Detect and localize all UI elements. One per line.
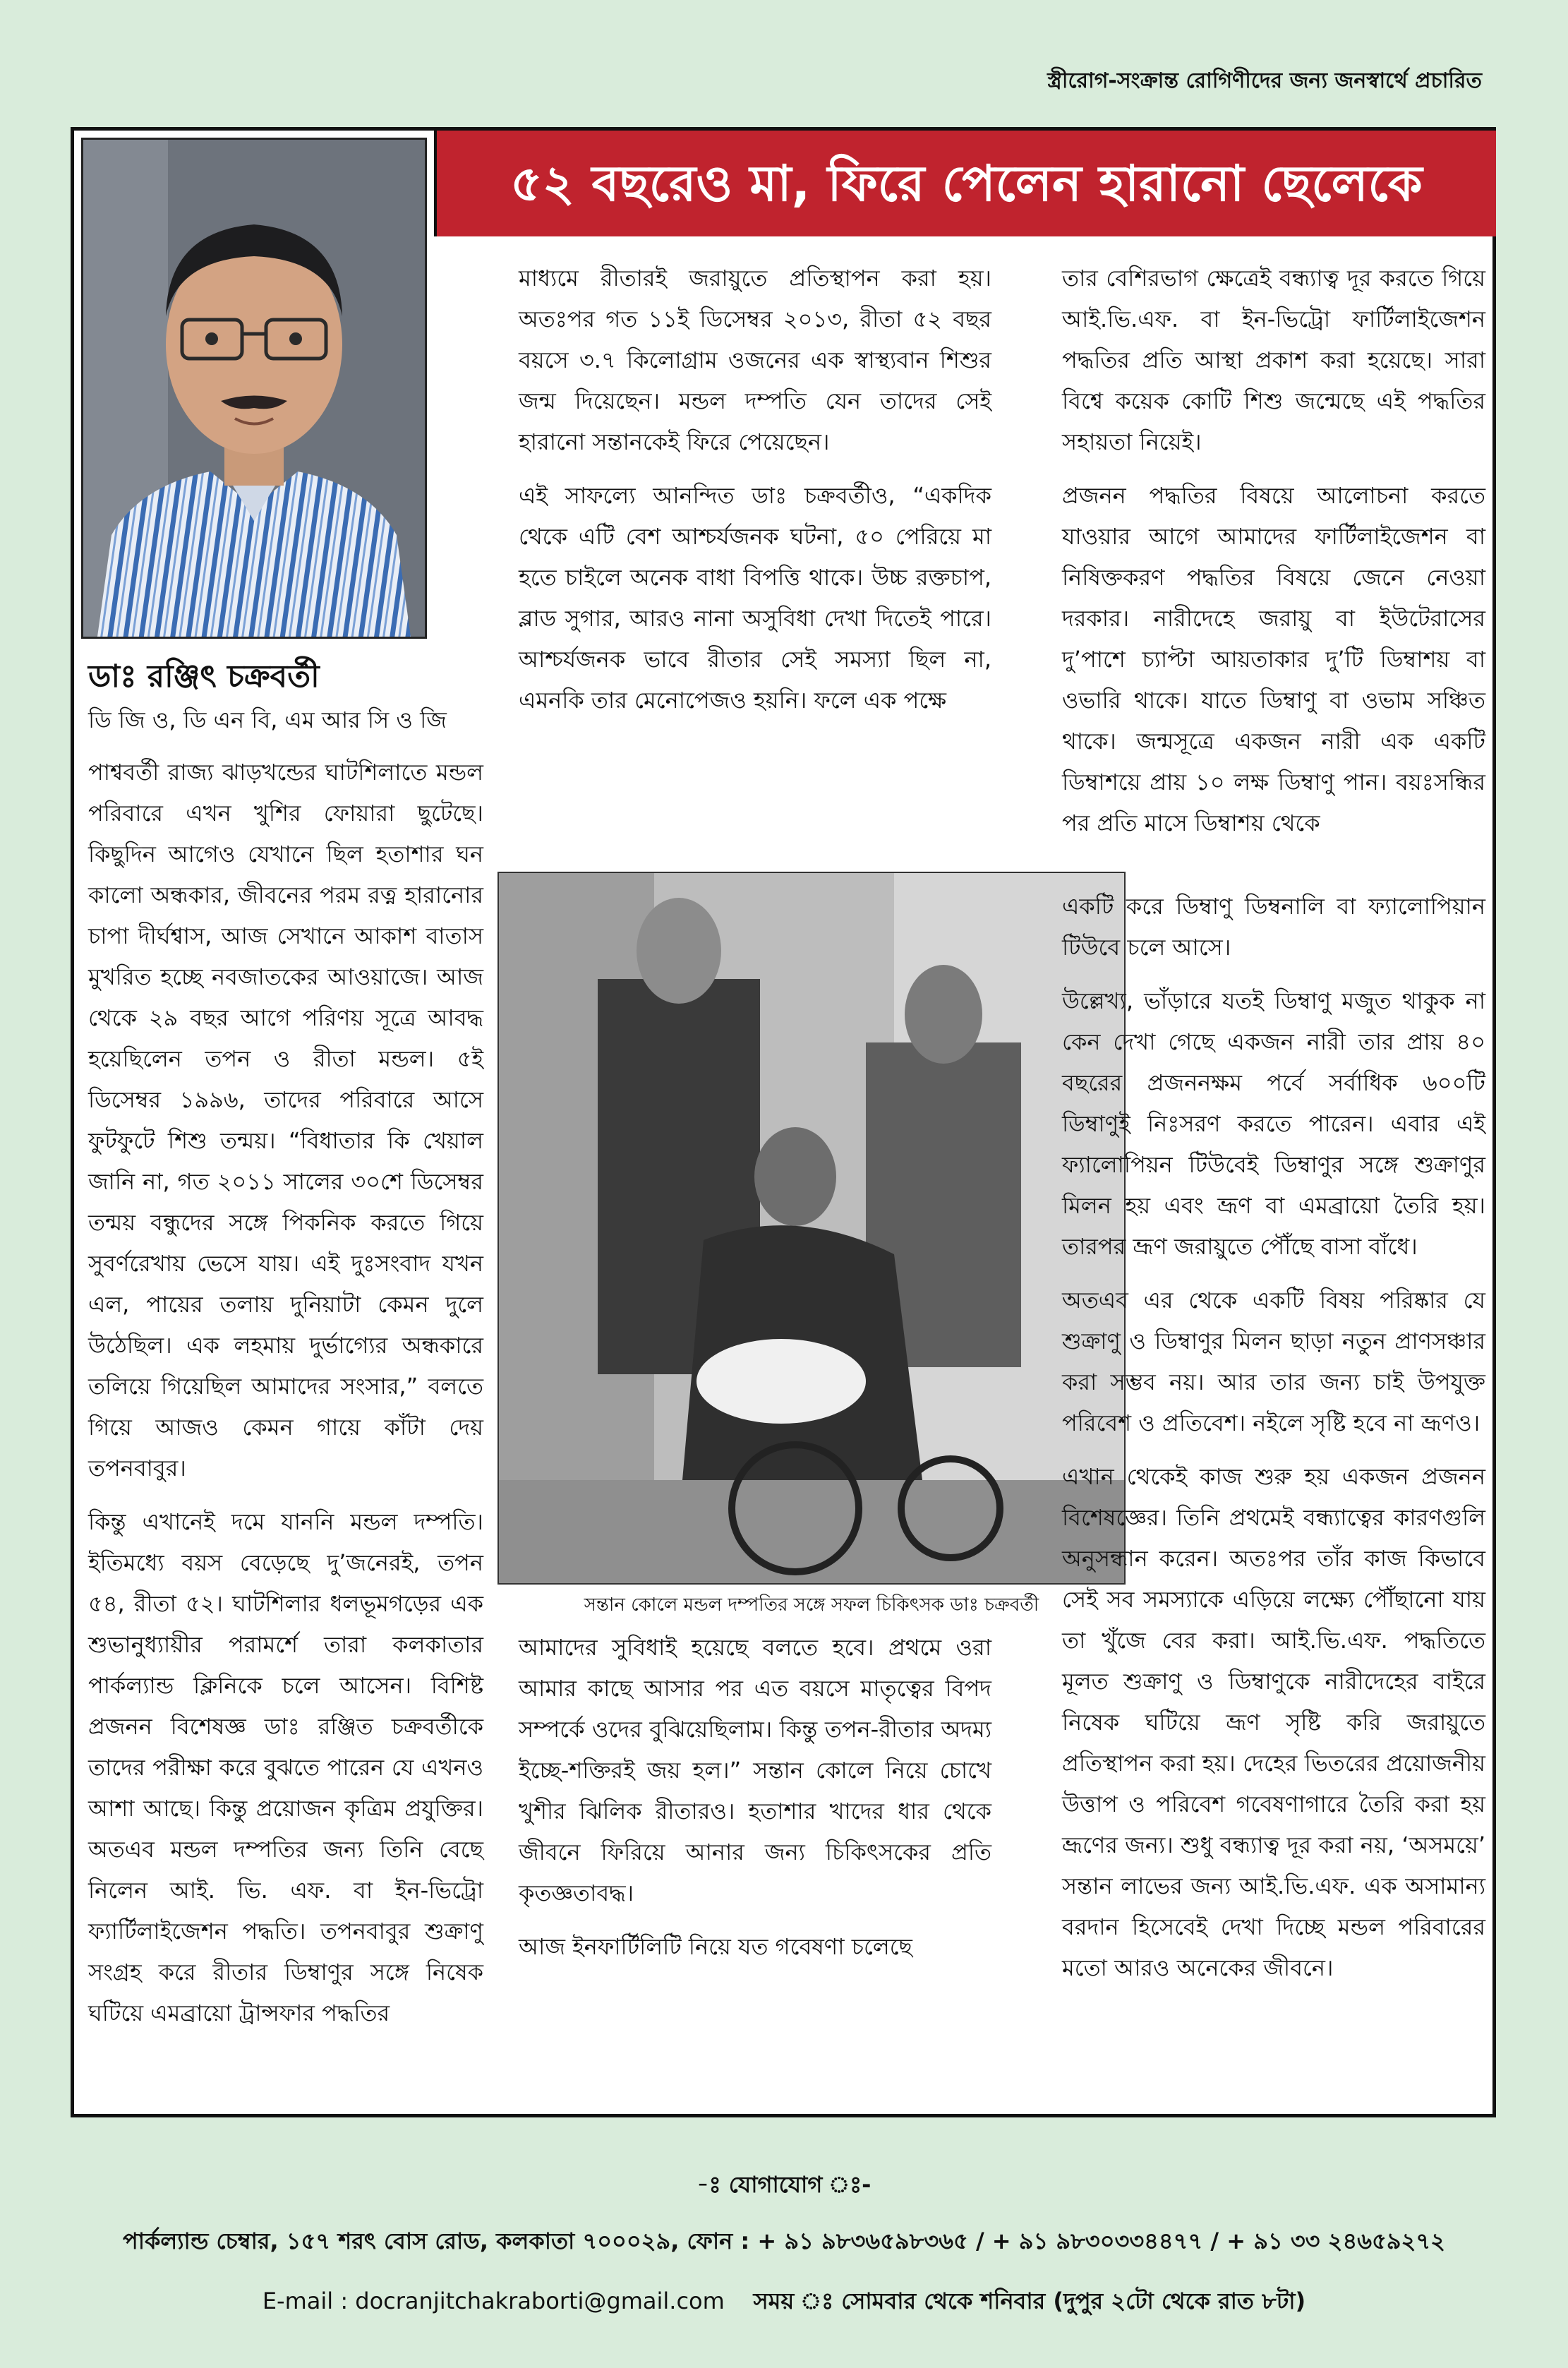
paragraph: মাধ্যমে রীতারই জরায়ুতে প্রতিস্থাপন করা হয়। অতঃপর গত ১১ই ডিসেম্বর ২০১৩, রীতা ৫২ বছর বয়সে ৩.৭ কিলোগ্রাম ওজনের এক স্বাস্থ্যবান শিশুর জন্ম দিয়েছেন। মন্ডল দম্পতি যেন তাদের সেই হারানো সন্তানকেই ফিরে পেয়েছেন। — [519, 265, 991, 455]
article-panel — [71, 127, 1496, 2117]
contact-heading: -ঃ যোগাযোগ ঃ- — [696, 2171, 872, 2198]
paragraph: তার বেশিরভাগ ক্ষেত্রেই বন্ধ্যাত্ব দূর করতে গিয়ে আই.ভি.এফ. বা ইন-ভিট্রো ফার্টিলাইজেশন পদ্ধতির প্রতি আস্থা প্রকাশ করা হয়েছে। সারা বিশ্বে কয়েক কোটি শিশু জন্মেছে এই পদ্ধতির সহায়তা নিয়েই। — [1062, 265, 1485, 455]
patient-photo — [497, 872, 1126, 1585]
paragraph: এখান থেকেই কাজ শুরু হয় একজন প্রজনন বিশেষজ্ঞের। তিনি প্রথমেই বন্ধ্যাত্বের কারণগুলি অনুসন্ধান করেন। অতঃপর তাঁর কাজ কিভাবে সেই সব সমস্যাকে এড়িয়ে লক্ষ্যে পৌঁছানো যায় তা খুঁজে বের করা। আই.ভি.এফ. পদ্ধতিতে মূলত শুক্রাণু ও ডিম্বাণুকে নারীদেহের বাইরে নিষেক ঘটিয়ে ভ্রূণ সৃষ্টি করি জরায়ুতে প্রতিস্থাপন করা হয়। দেহের ভিতরের প্রয়োজনীয় উত্তাপ ও পরিবেশ গবেষণাগারে তৈরি করা হয় ভ্রূণের জন্য। শুধু বন্ধ্যাত্ব দূর করা নয়, ‘অসময়ে’ সন্তান লাভের জন্য আই.ভি.এফ. এক অসামান্য বরদান হিসেবেই দেখা দিচ্ছে মন্ডল পরিবারের মতো আরও অনেকের জীবনে। — [1062, 1463, 1485, 1981]
column-2-top — [519, 258, 991, 733]
contact-email[interactable]: E-mail : docranjitchakraborti@gmail.com — [262, 2288, 725, 2314]
column-1 — [88, 752, 483, 2046]
paragraph: একটি করে ডিম্বাণু ডিম্বনালি বা ফ্যালোপিয়ান টিউবে চলে আসে। — [1062, 893, 1485, 961]
column-2-bottom — [519, 1627, 991, 1980]
paragraph: অতএব এর থেকে একটি বিষয় পরিষ্কার যে শুক্রাণু ও ডিম্বাণুর মিলন ছাড়া নতুন প্রাণসঞ্চার করা সম্ভব নয়। আর তার জন্য চাই উপযুক্ত পরিবেশ ও প্রতিবেশ। নইলে সৃষ্টি হবে না ভ্রূণও। — [1062, 1287, 1485, 1436]
doctor-portrait-image — [83, 140, 425, 637]
tagline: স্ত্রীরোগ-সংক্রান্ত রোগিণীদের জন্য জনস্বার্থে প্রচারিত — [1047, 68, 1482, 93]
paragraph: কিন্তু এখানেই দমে যাননি মন্ডল দম্পতি। ইতিমধ্যে বয়স বেড়েছে দু’জনেরই, তপন ৫৪, রীতা ৫২। ঘাটশিলার ধলভূমগড়ের এক শুভানুধ্যায়ীর পরামর্শে তারা কলকাতার পার্কল্যান্ড ক্লিনিকে চলে আসেন। বিশিষ্ট প্রজনন বিশেষজ্ঞ ডাঃ রঞ্জিত চক্রবর্তীকে তাদের পরীক্ষা করে বুঝতে পারেন যে এখনও আশা আছে। কিন্তু প্রয়োজন কৃত্রিম প্রযুক্তির। অতএব মন্ডল দম্পতির জন্য তিনি বেছে নিলেন আই. ভি. এফ. বা ইন-ভিট্রো ফ্যার্টিলাইজেশন পদ্ধতি। তপনবাবুর শুক্রাণু সংগ্রহ করে রীতার ডিম্বাণুর সঙ্গে নিষেক ঘটিয়ে এমব্রায়ো ট্রান্সফার পদ্ধতির — [88, 1508, 483, 2026]
contact-address: পার্কল্যান্ড চেম্বার, ১৫৭ শরৎ বোস রোড, কলকাতা ৭০০০২৯, ফোন : + ৯১ ৯৮৩৬৫৯৮৩৬৫ / + ৯১ ৯৮৩০৩৩৪৪৭৭ / + ৯১ ৩৩ ২৪৬৫৯২৭২ — [123, 2228, 1445, 2254]
column-3-top — [1062, 258, 1485, 856]
doctor-degrees: ডি জি ও, ডি এন বি, এম আর সি ও জি — [88, 707, 447, 733]
contact-hours: সময় ঃ সোমবার থেকে শনিবার (দুপুর ২টো থেকে রাত ৮টা) — [753, 2288, 1306, 2314]
photo-caption: সন্তান কোলে মন্ডল দম্পতির সঙ্গে সফল চিকিৎসক ডাঃ চক্রবর্তী — [584, 1594, 1039, 1616]
doctor-name: ডাঃ রঞ্জিৎ চক্রবর্তী — [88, 659, 320, 695]
paragraph: আমাদের সুবিধাই হয়েছে বলতে হবে। প্রথমে ওরা আমার কাছে আসার পর এত বয়সে মাতৃত্বের বিপদ সম্পর্কে ওদের বুঝিয়েছিলাম। কিন্তু তপন-রীতার অদম্য ইচ্ছে-শক্তিরই জয় হল।” সন্তান কোলে নিয়ে চোখে খুশীর ঝিলিক রীতারও। হতাশার খাদের ধার থেকে জীবনে ফিরিয়ে আনার জন্য চিকিৎসকের প্রতি কৃতজ্ঞতাবদ্ধ। — [519, 1634, 991, 1906]
doctor-portrait — [81, 138, 427, 639]
headline: ৫২ বছরেও মা, ফিরে পেলেন হারানো ছেলেকে — [434, 131, 1496, 236]
paragraph: পাশ্ববর্তী রাজ্য ঝাড়খন্ডের ঘাটশিলাতে মন্ডল পরিবারে এখন খুশির ফোয়ারা ছুটেছে। কিছুদিন আগেও যেখানে ছিল হতাশার ঘন কালো অন্ধকার, জীবনের পরম রত্ন হারানোর চাপা দীর্ঘশ্বাস, আজ সেখানে আকাশ বাতাস মুখরিত হচ্ছে নবজাতকের আওয়াজে। আজ থেকে ২৯ বছর আগে পরিণয় সূত্রে আবদ্ধ হয়েছিলেন তপন ও রীতা মন্ডল। ৫ই ডিসেম্বর ১৯৯৬, তাদের পরিবারে আসে ফুটফুটে শিশু তন্ময়। “বিধাতার কি খেয়াল জানি না, গত ২০১১ সালের ৩০শে ডিসেম্বর তন্ময় বন্ধুদের সঙ্গে পিকনিক করতে গিয়ে সুবর্ণরেখায় ভেসে যায়। এই দুঃসংবাদ যখন এল, পায়ের তলায় দুনিয়াটা কেমন দুলে উঠেছিল। এক লহমায় দুর্ভাগ্যের অন্ধকারে তলিয়ে গিয়েছিল আমাদের সংসার,” বলতে গিয়ে আজও কেমন গায়ে কাঁটা দেয় তপনবাবুর। — [88, 759, 483, 1481]
paragraph: উল্লেখ্য, ভাঁড়ারে যতই ডিম্বাণু মজুত থাকুক না কেন দেখা গেছে একজন নারী তার প্রায় ৪০ বছরের প্রজননক্ষম পর্বে সর্বাধিক ৬০০টি ডিম্বাণুই নিঃসরণ করতে পারেন। এবার এই ফ্যালোপিয়ন টিউবেই ডিম্বাণুর সঙ্গে শুক্রাণুর মিলন হয় এবং ভ্রূণ বা এমব্রায়ো তৈরি হয়। তারপর ভ্রূণ জরায়ুতে পৌঁছে বাসা বাঁধে। — [1062, 987, 1486, 1260]
contact-line — [0, 2283, 1568, 2321]
column-3-bottom — [1062, 886, 1485, 2001]
patient-photo-image — [499, 873, 1124, 1583]
paragraph: এই সাফল্যে আনন্দিত ডাঃ চক্রবর্তীও, “একদিক থেকে এটি বেশ আশ্চর্যজনক ঘটনা, ৫০ পেরিয়ে মা হতে চাইলে অনেক বাধা বিপত্তি থাকে। উচ্চ রক্তচাপ, ব্লাড সুগার, আরও নানা অসুবিধা দেখা দিতেই পারে। আশ্চর্যজনক ভাবে রীতার সেই সমস্যা ছিল না, এমনকি তার মেনোপেজও হয়নি। ফলে এক পক্ষে — [519, 482, 991, 714]
paragraph: আজ ইনফার্টিলিটি নিয়ে যত গবেষণা চলেছে — [519, 1933, 912, 1960]
paragraph: প্রজনন পদ্ধতির বিষয়ে আলোচনা করতে যাওয়ার আগে আমাদের ফার্টিলাইজেশন বা নিষিক্তকরণ পদ্ধতির বিষয়ে জেনে নেওয়া দরকার। নারীদেহে জরায়ু বা ইউটেরাসের দু’পাশে চ্যাপ্টা আয়তাকার দু’টি ডিম্বাশয় বা ওভারি থাকে। যাতে ডিম্বাণু বা ওভাম সঞ্চিত থাকে। জন্মসূত্রে একজন নারী এক একটি ডিম্বাশয়ে প্রায় ১০ লক্ষ ডিম্বাণু পান। বয়ঃসন্ধির পর প্রতি মাসে ডিম্বাশয় থেকে — [1062, 482, 1485, 836]
